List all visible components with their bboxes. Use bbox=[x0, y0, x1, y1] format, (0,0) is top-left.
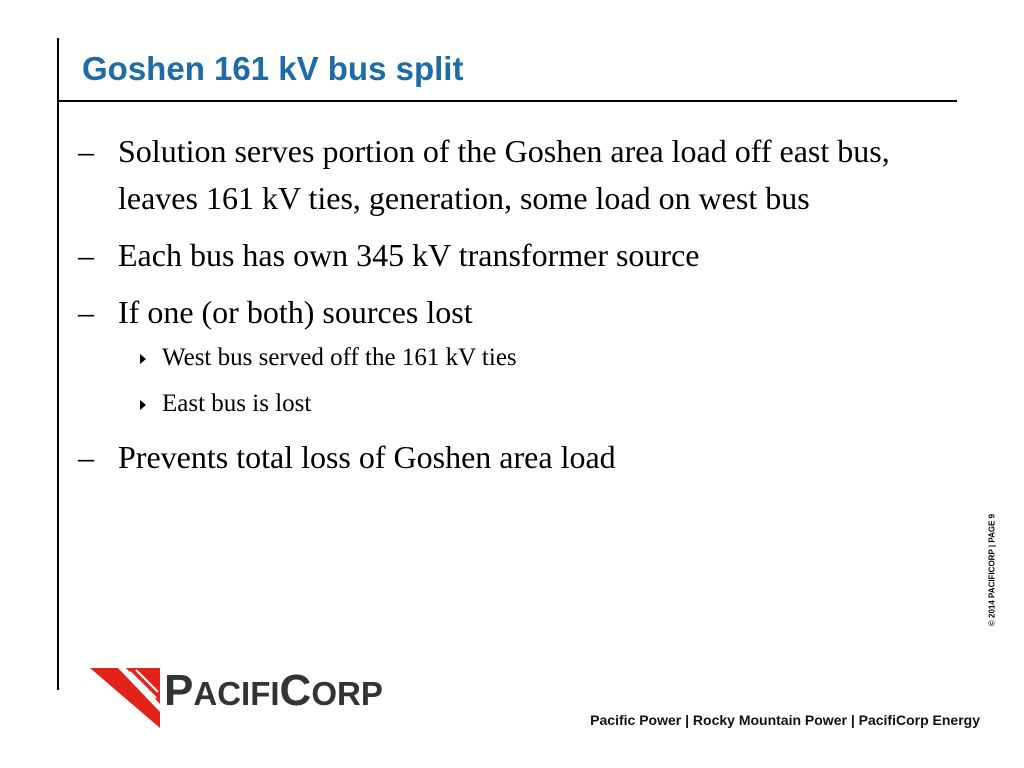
bullet-text: If one (or both) sources lost bbox=[118, 294, 473, 330]
bullet-text: Each bus has own 345 kV transformer source bbox=[118, 237, 700, 273]
brand-strip: Pacific Power | Rocky Mountain Power | PacifiCorp Energy bbox=[590, 712, 980, 728]
pacificorp-wordmark bbox=[164, 666, 383, 716]
subbullet-text: East bus is lost bbox=[162, 390, 312, 417]
bullet-text: Prevents total loss of Goshen area load bbox=[118, 439, 616, 475]
dash-marker: – bbox=[78, 133, 94, 169]
bullet-solution bbox=[78, 128, 958, 222]
wordmark-text: PACIFICORP bbox=[164, 666, 383, 715]
dash-marker: – bbox=[78, 439, 94, 475]
subbullet-east-bus bbox=[78, 388, 958, 420]
dash-marker: – bbox=[78, 237, 94, 273]
left-rule bbox=[57, 38, 59, 690]
dash-marker: – bbox=[78, 294, 94, 330]
bullet-prevents-loss bbox=[78, 434, 958, 481]
slide-title: Goshen 161 kV bus split bbox=[82, 50, 464, 87]
pacificorp-logo-mark-icon bbox=[90, 660, 162, 728]
copyright-page-label: © 2014 PACIFICORP | PAGE 9 bbox=[987, 513, 997, 627]
subbullet-text: West bus served off the 161 kV ties bbox=[162, 344, 517, 371]
slide-body bbox=[78, 128, 958, 491]
bullet-each-bus bbox=[78, 232, 958, 279]
subbullet-west-bus bbox=[78, 342, 958, 374]
bullet-text: Solution serves portion of the Goshen area load off east bus, leaves 161 kV ties, generation, some load on west bus bbox=[118, 133, 890, 216]
triangle-bullet-icon bbox=[140, 354, 146, 364]
triangle-bullet-icon bbox=[140, 400, 146, 410]
title-underline bbox=[57, 100, 957, 102]
bullet-sources-lost bbox=[78, 289, 958, 336]
